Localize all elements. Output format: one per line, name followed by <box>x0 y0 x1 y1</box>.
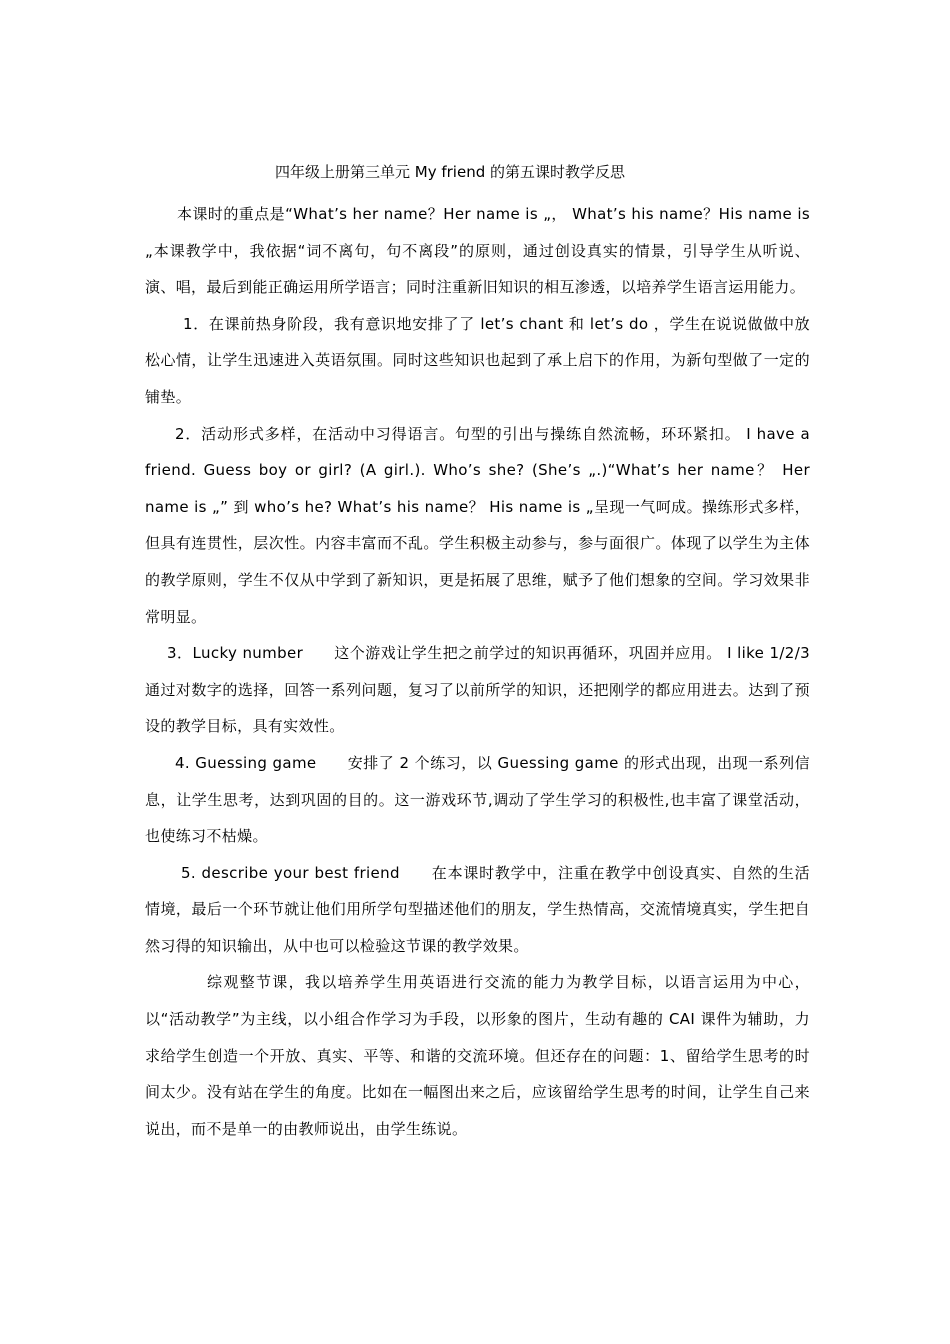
document-body <box>145 196 810 1147</box>
paragraph-point-4: 4. Guessing game 安排了 2 个练习，以 Guessing game 的形式出现，出现一系列信息，让学生思考，达到巩固的目的。这一游戏环节,调动了学生学习的积极性,也丰富了课堂活动，也使练习不枯燥。 <box>145 753 810 846</box>
paragraph-point-3: 3．Lucky number 这个游戏让学生把之前学过的知识再循环，巩固并应用。 I like 1/2/3 通过对数字的选择，回答一系列问题，复习了以前所学的知识，还把刚学的都应用进去。达到了预设的教学目标，具有实效性。 <box>145 644 810 736</box>
paragraph-point-2: 2．活动形式多样，在活动中习得语言。句型的引出与操练自然流畅，环环紧扣。 I have a friend. Guess boy or girl? (A girl.). Who’s she? (She’s „.)“What’s her name？ Her name is „” 到 who’s he? What’s his name？ His name is „呈现一气呵成。操练形式多样，但具有连贯性，层次性。内容丰富而不乱。学生积极主动参与，参与面很广。体现了以学生为主体的教学原则，学生不仅从中学到了新知识，更是拓展了思维，赋予了他们想象的空间。学习效果非常明显。 <box>145 424 810 626</box>
paragraph-summary: 综观整节课，我以培养学生用英语进行交流的能力为教学目标，以语言运用为中心，以“活动教学”为主线，以小组合作学习为手段，以形象的图片，生动有趣的 CAI 课件为辅助，力求给学生创造一个开放、真实、平等、和谐的交流环境。但还存在的问题：1、留给学生思考的时间太少。没有站在学生的角度。比如在一幅图出来之后，应该留给学生思考的时间，让学生自己来说出，而不是单一的由教师说出，由学生练说。 <box>145 973 810 1138</box>
paragraph-point-1: 1．在课前热身阶段，我有意识地安排了了 let’s chant 和 let’s do ，学生在说说做做中放松心情，让学生迅速进入英语氛围。同时这些知识也起到了承上启下的作用，为新句型做了一定的铺垫。 <box>145 314 810 406</box>
paragraph-intro: 本课时的重点是“What’s her name？Her name is „， What’s his name？His name is „本课教学中，我依据“词不离句，句不离段”的原则，通过创设真实的情景，引导学生从听说、演、唱，最后到能正确运用所学语言；同时注重新旧知识的相互渗透，以培养学生语言运用能力。 <box>145 205 810 297</box>
paragraph-point-5: 5. describe your best friend 在本课时教学中，注重在教学中创设真实、自然的生活情境，最后一个环节就让他们用所学句型描述他们的朋友，学生热情高，交流情境真实，学生把自然习得的知识输出，从中也可以检验这节课的教学效果。 <box>145 863 810 955</box>
document-title: 四年级上册第三单元 My friend 的第五课时教学反思 <box>275 163 625 181</box>
